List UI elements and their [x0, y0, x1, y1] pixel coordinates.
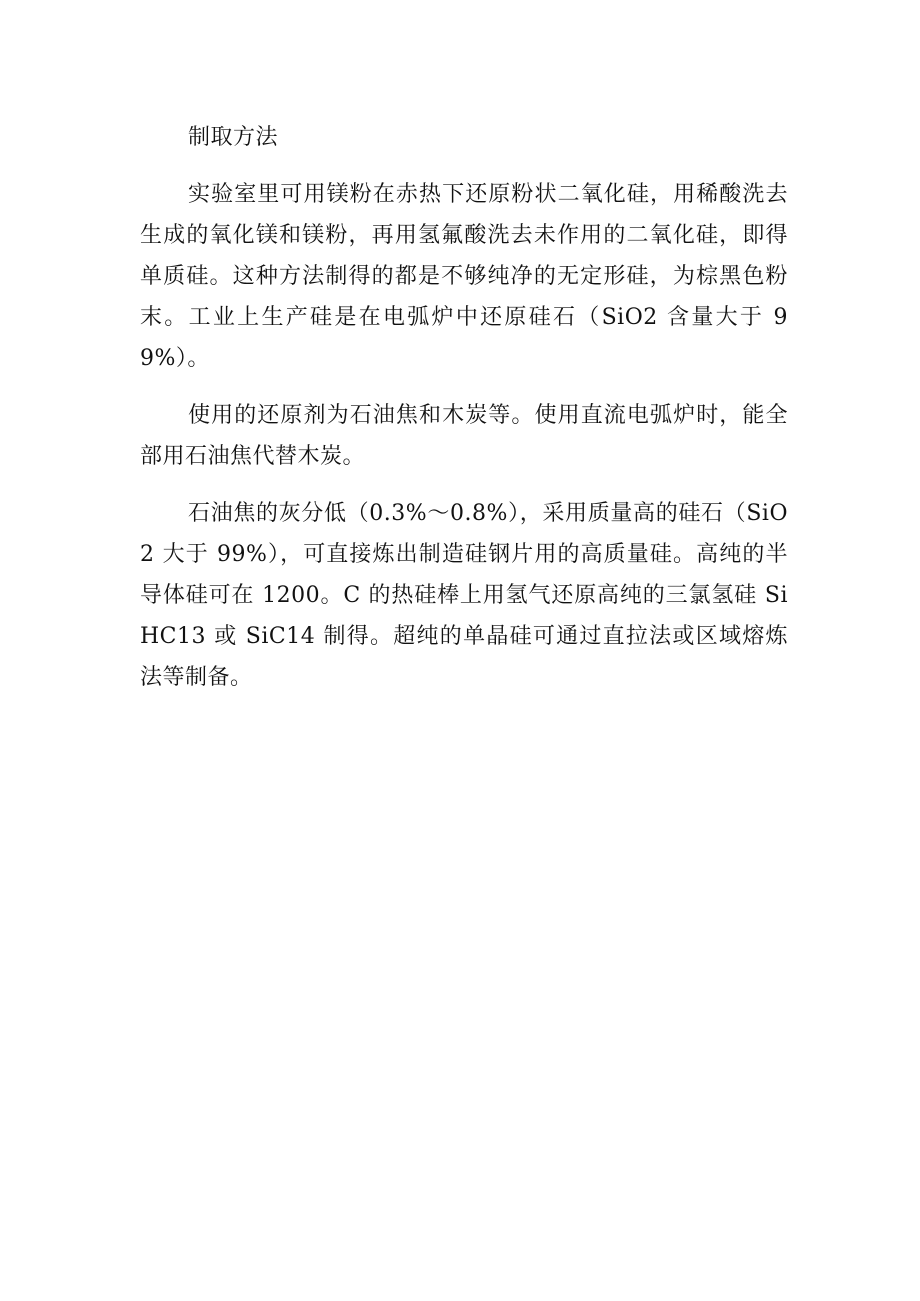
document-body: [140, 117, 788, 714]
paragraph-reducing-agent: 使用的还原剂为石油焦和木炭等。使用直流电弧炉时，能全部用石油焦代替木炭。: [140, 403, 788, 469]
paragraph-preparation: 实验室里可用镁粉在赤热下还原粉状二氧化硅，用稀酸洗去生成的氧化镁和镁粉，再用氢氟酸洗去未作用的二氧化硅，即得单质硅。这种方法制得的都是不够纯净的无定形硅，为棕黑色粉末。工业上生产硅是在电弧炉中还原硅石（SiO2 含量大于 99%）。: [140, 182, 788, 371]
section-heading: 制取方法: [188, 125, 279, 150]
paragraph-high-purity: 石油焦的灰分低（0.3%～0.8%），采用质量高的硅石（SiO2 大于 99%），可直接炼出制造硅钢片用的高质量硅。高纯的半导体硅可在 1200。C 的热硅棒上用氢气还原高纯的三氯氢硅 SiHC13 或 SiC14 制得。超纯的单晶硅可通过直拉法或区域熔炼法等制备。: [140, 501, 788, 690]
